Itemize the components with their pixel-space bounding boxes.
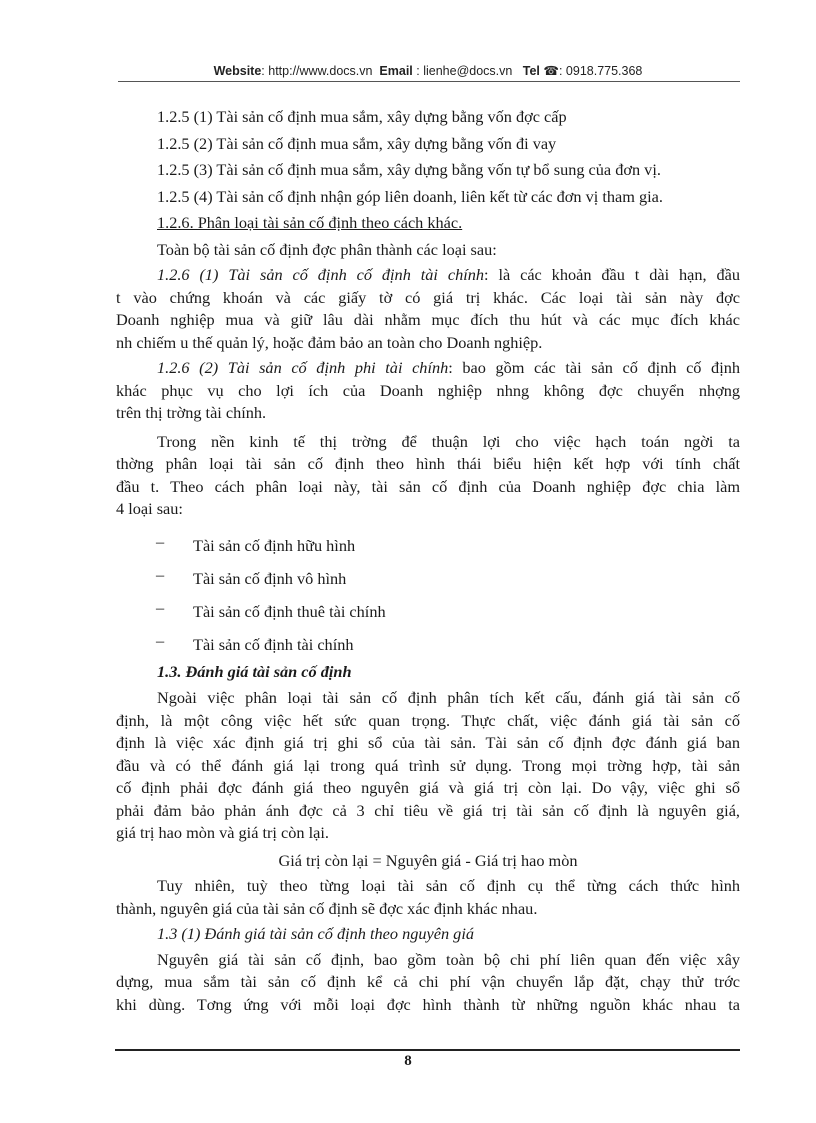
page-header [118, 63, 738, 78]
list-item: – Tài sản cố định vô hình [116, 564, 740, 597]
tel-value: : 0918.775.368 [558, 64, 643, 78]
phone-icon: ☎ [543, 64, 559, 78]
section-heading-1-2-6: 1.2.6. Phân loại tài sản cố định theo cách khác. [157, 213, 463, 232]
document-body [116, 106, 740, 1016]
website-label: Website [213, 64, 262, 78]
email-label: Email [379, 64, 413, 78]
page-number: 8 [404, 1053, 412, 1069]
section-heading-1-3-1: 1.3 (1) Đánh giá tài sản cố định theo nguyên giá [157, 924, 474, 943]
paragraph-1-2-6-1: 1.2.6 (1) Tài sản cố định cố định tài chính: là các khoản đầu t dài hạn, đầu t vào chứng khoán và các giấy tờ có giá trị khác. Các loại tài sản này đợc Doanh nghiệp mua và giữ lâu dài nhằm mục đích thu hút và các mục đích khác nh chiếm u thế quản lý, hoặc đảm bảo an toàn cho Doanh nghiệp. [116, 265, 741, 352]
formula: Giá trị còn lại = Nguyên giá - Giá trị hao mòn [278, 850, 578, 870]
header-rule [118, 81, 740, 82]
dash-bullet-icon: – [156, 630, 165, 650]
section-heading-1-3: 1.3. Đánh giá tài sản cố định [157, 661, 352, 681]
paragraph-original-cost: Nguyên giá tài sản cố định, bao gồm toàn bộ chi phí liên quan đến việc xây dựng, mua sắm tài sản cố định kể cả chi phí vận chuyển lắp đặt, chạy thử trớc khi dùng. Tơng ứng với mỗi loại đợc hình thành từ những nguồn khác nhau ta [116, 949, 740, 1014]
item-1-2-5-4: 1.2.5 (4) Tài sản cố định nhận góp liên doanh, liên kết từ các đơn vị tham gia. [157, 186, 663, 206]
term-financial-assets: 1.2.6 (1) Tài sản cố định cố định tài chính [157, 265, 485, 284]
paragraph-1-2-6-2: 1.2.6 (2) Tài sản cố định phi tài chính: bao gồm các tài sản cố định cố định khác phục vụ cho lợi ích của Doanh nghiệp nhng không đợc chuyển nhợng trên thị trờng tài chính. [116, 358, 741, 422]
paragraph-market-economy: Trong nền kinh tế thị trờng để thuận lợi cho việc hạch toán ngời ta thờng phân loại tài sản cố định theo hình thái biểu hiện kết hợp với tính chất đầu t. Theo cách phân loại này, tài sản cố định của Doanh nghiệp đợc chia làm 4 loại sau: [116, 431, 740, 518]
intro-sentence: Toàn bộ tài sản cố định đợc phân thành các loại sau: [157, 239, 497, 259]
dash-bullet-icon: – [156, 531, 165, 551]
asset-type-list [116, 531, 740, 663]
dash-bullet-icon: – [156, 564, 165, 584]
tel-label: Tel [522, 64, 540, 78]
email-value: : lienhe@docs.vn [416, 64, 513, 78]
term-non-financial-assets: 1.2.6 (2) Tài sản cố định phi tài chính [157, 358, 449, 377]
paragraph-valuation: Ngoài việc phân loại tài sản cố định phân tích kết cấu, đánh giá tài sản cố định, là một công việc hết sức quan trọng. Thực chất, việc đánh giá tài sản cố định là việc xác định giá trị ghi sổ của tài sản. Tài sản cố định đợc đánh giá ban đầu và có thể đánh giá lại trong quá trình sử dụng. Trong mọi trờng hợp, tài sản cố định phải đợc đánh giá theo nguyên giá và giá trị còn lại. Do vậy, việc ghi sổ phải đảm bảo phản ánh đợc cả 3 chỉ tiêu về giá trị tài sản cố định là nguyên giá, giá trị hao mòn và giá trị còn lại. [116, 688, 740, 842]
item-1-2-5-2: 1.2.5 (2) Tài sản cố định mua sắm, xây dựng bằng vốn đi vay [157, 133, 557, 153]
website-value: : http://www.docs.vn [261, 64, 373, 78]
item-1-2-5-1: 1.2.5 (1) Tài sản cố định mua sắm, xây dựng bằng vốn đợc cấp [157, 107, 567, 126]
list-item: – Tài sản cố định thuê tài chính [116, 597, 740, 630]
list-item: – Tài sản cố định hữu hình [116, 531, 740, 564]
paragraph-however: Tuy nhiên, tuỳ theo từng loại tài sản cố định cụ thể từng cách thức hình thành, nguyên giá của tài sản cố định sẽ đợc xác định khác nhau. [116, 876, 740, 918]
footer-rule [115, 1049, 740, 1051]
list-item: – Tài sản cố định tài chính [116, 630, 740, 663]
dash-bullet-icon: – [156, 597, 165, 617]
item-1-2-5-3: 1.2.5 (3) Tài sản cố định mua sắm, xây dựng bằng vốn tự bổ sung của đơn vị. [157, 160, 661, 179]
